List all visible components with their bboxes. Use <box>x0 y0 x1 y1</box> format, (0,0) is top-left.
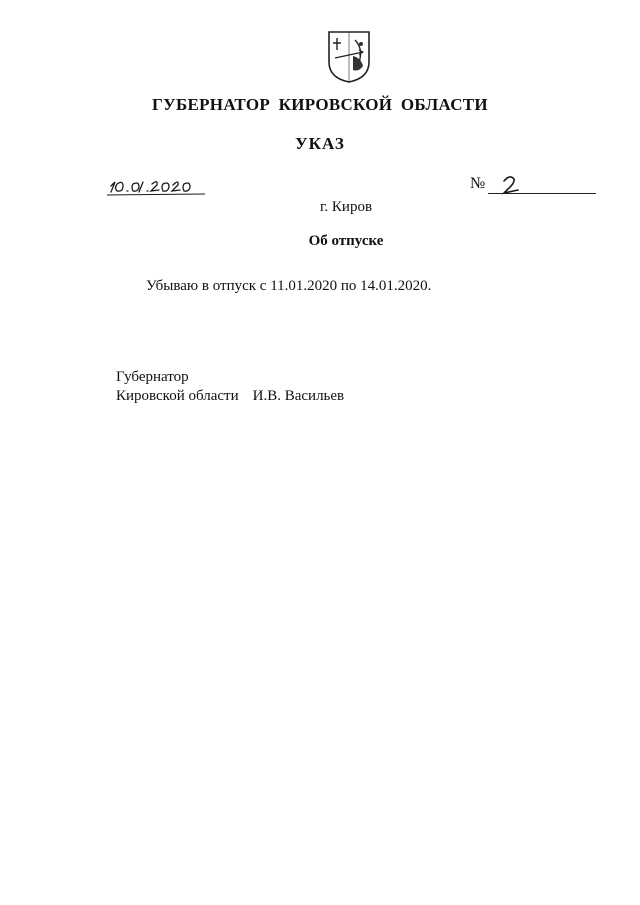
signatory-position-line1: Губернатор <box>116 369 189 385</box>
signature-block <box>116 368 344 406</box>
signatory-name: И.В. Васильев <box>252 388 345 404</box>
issuing-authority: ГУБЕРНАТОР КИРОВСКОЙ ОБЛАСТИ <box>152 95 488 114</box>
kirov-coat-of-arms-icon <box>325 28 373 84</box>
issue-city: г. Киров <box>319 199 373 215</box>
handwritten-date <box>105 176 205 198</box>
signatory-position-line2: Кировской области <box>116 388 239 404</box>
document-number <box>470 175 598 197</box>
number-sign: № <box>470 175 486 192</box>
handwritten-number <box>498 173 526 195</box>
document-subject: Об отпуске <box>308 233 384 249</box>
body-text: Убываю в отпуск с 11.01.2020 по 14.01.2020. <box>146 278 432 294</box>
document-type: УКАЗ <box>295 134 345 153</box>
